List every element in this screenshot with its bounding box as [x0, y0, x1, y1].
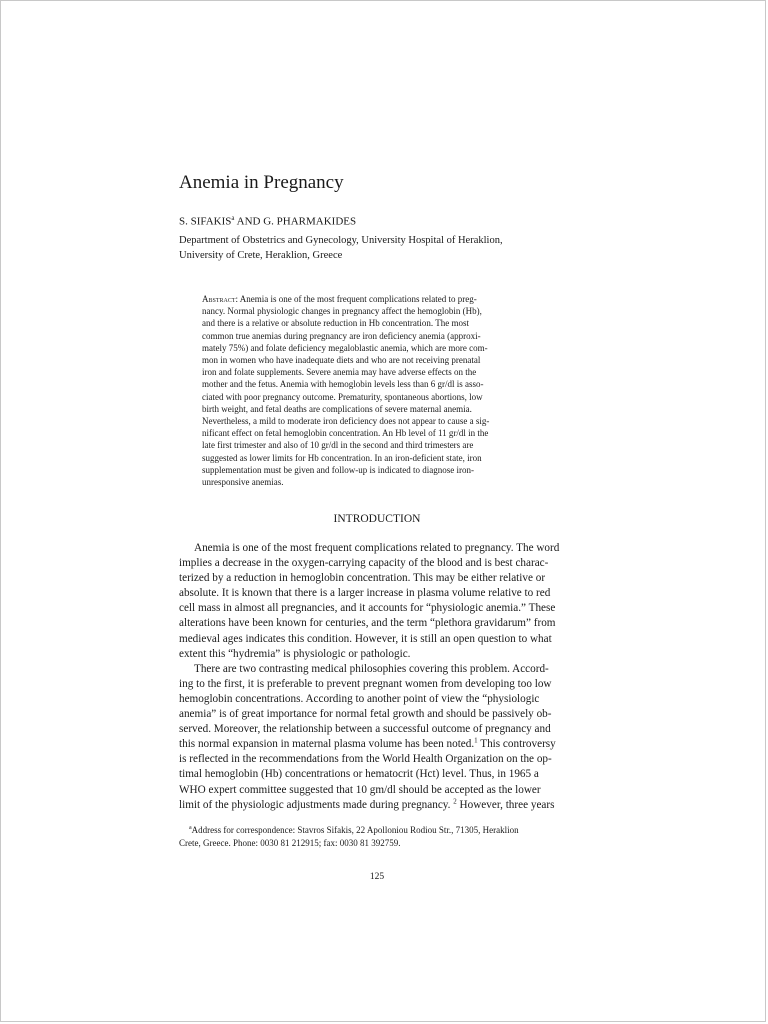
body-line: anemia” is of great importance for normal fetal growth and should be passively ob-	[179, 708, 552, 721]
body-line: alterations have been known for centuries, and the term “plethora gravidarum” from	[179, 617, 556, 630]
abstract	[202, 293, 547, 488]
footnote-line: Crete, Greece. Phone: 0030 81 212915; fax: 0030 81 392759.	[179, 837, 401, 848]
affiliation-line: Department of Obstetrics and Gynecology, University Hospital of Heraklion,	[179, 235, 503, 246]
citation-ref: 1	[474, 736, 478, 745]
body-line: Anemia is one of the most frequent complications related to pregnancy. The word	[194, 542, 560, 554]
citation-ref: 2	[453, 796, 457, 805]
author-footnote-marker: a	[231, 214, 235, 222]
body-line: ing to the first, it is preferable to prevent pregnant women from developing too low	[179, 677, 552, 690]
paper-title: Anemia in Pregnancy	[179, 172, 344, 193]
abstract-line: mother and the fetus. Anemia with hemoglobin levels less than 6 gr/dl is asso-	[202, 379, 484, 390]
author-name-1: S. SIFAKIS	[179, 215, 232, 228]
abstract-first-line: : Anemia is one of the most frequent complications related to preg-	[235, 294, 477, 304]
body-line	[179, 798, 589, 813]
body-line: implies a decrease in the oxygen-carrying capacity of the blood and is best charac-	[179, 557, 549, 570]
section-heading-introduction: INTRODUCTION	[333, 513, 421, 525]
footnote-marker: a	[189, 825, 192, 831]
body-line: extent this “hydremia” is physiologic or pathologic.	[179, 647, 411, 660]
abstract-line	[202, 293, 547, 305]
author-line	[179, 214, 356, 228]
footnote-text: Address for correspondence: Stavros Sifakis, 22 Apolloniou Rodiou Str., 71305, Heraklion	[191, 825, 519, 835]
abstract-line: nificant effect on fetal hemoglobin concentration. An Hb level of 11 gr/dl in the	[202, 428, 489, 439]
abstract-line: Nevertheless, a mild to moderate iron deficiency does not appear to cause a sig-	[202, 416, 490, 427]
abstract-line: iron and folate supplements. Severe anemia may have adverse effects on the	[202, 367, 477, 378]
abstract-line: unresponsive anemias.	[202, 477, 284, 488]
body-text-segment: This controversy	[477, 738, 556, 751]
body-line: timal hemoglobin (Hb) concentrations or hematocrit (Hct) level. Thus, in 1965 a	[179, 768, 539, 781]
abstract-line: late first trimester and also of 10 gr/dl in the second and third trimesters are	[202, 440, 474, 451]
abstract-label: Abstract	[202, 294, 236, 304]
body-text-segment: limit of the physiologic adjustments made during pregnancy.	[179, 798, 454, 811]
abstract-line: mately 75%) and folate deficiency megaloblastic anemia, which are more com-	[202, 342, 488, 353]
abstract-line: and there is a relative or absolute reduction in Hb concentration. The most	[202, 318, 469, 329]
affiliation-line: University of Crete, Heraklion, Greece	[179, 250, 343, 261]
abstract-line: mon in women who have inadequate diets and who are not receiving prenatal	[202, 355, 481, 366]
body-line: medieval ages indicates this condition. However, it is still an open question to what	[179, 632, 552, 645]
body-line: hemoglobin concentrations. According to another point of view the “physiologic	[179, 692, 540, 705]
body-line: WHO expert committee suggested that 10 gm/dl should be accepted as the lower	[179, 783, 541, 796]
author-names-rest: AND G. PHARMAKIDES	[234, 215, 357, 228]
affiliation	[179, 233, 503, 263]
abstract-line: birth weight, and fetal deaths are complications of severe maternal anemia.	[202, 403, 472, 414]
body-line: is reflected in the recommendations from the World Health Organization on the op-	[179, 753, 552, 766]
abstract-line: ciated with poor pregnancy outcome. Prematurity, spontaneous abortions, low	[202, 391, 483, 402]
body-line	[179, 737, 589, 752]
abstract-line: nancy. Normal physiologic changes in pregnancy affect the hemoglobin (Hb),	[202, 306, 482, 317]
abstract-line: suggested as lower limits for Hb concentration. In an iron-deficient state, iron	[202, 452, 482, 463]
abstract-line: common true anemias during pregnancy are iron deficiency anemia (approxi-	[202, 330, 481, 341]
page-number: 125	[369, 872, 385, 882]
abstract-line: supplementation must be given and follow-up is indicated to diagnose iron-	[202, 464, 474, 475]
footnote-line	[179, 822, 519, 837]
body-line: terized by a reduction in hemoglobin concentration. This may be either relative or	[179, 572, 546, 585]
introduction-body	[179, 541, 589, 813]
body-line: absolute. It is known that there is a larger increase in plasma volume relative to red	[179, 587, 551, 600]
body-line: served. Moreover, the relationship between a successful outcome of pregnancy and	[179, 723, 551, 736]
body-text-segment: However, three years	[456, 798, 555, 811]
body-line: There are two contrasting medical philosophies covering this problem. Accord-	[194, 662, 549, 675]
body-line: cell mass in almost all pregnancies, and it accounts for “physiologic anemia.” These	[179, 602, 556, 615]
correspondence-footnote	[179, 822, 519, 849]
body-text-segment: this normal expansion in maternal plasma volume has been noted.	[179, 738, 475, 751]
